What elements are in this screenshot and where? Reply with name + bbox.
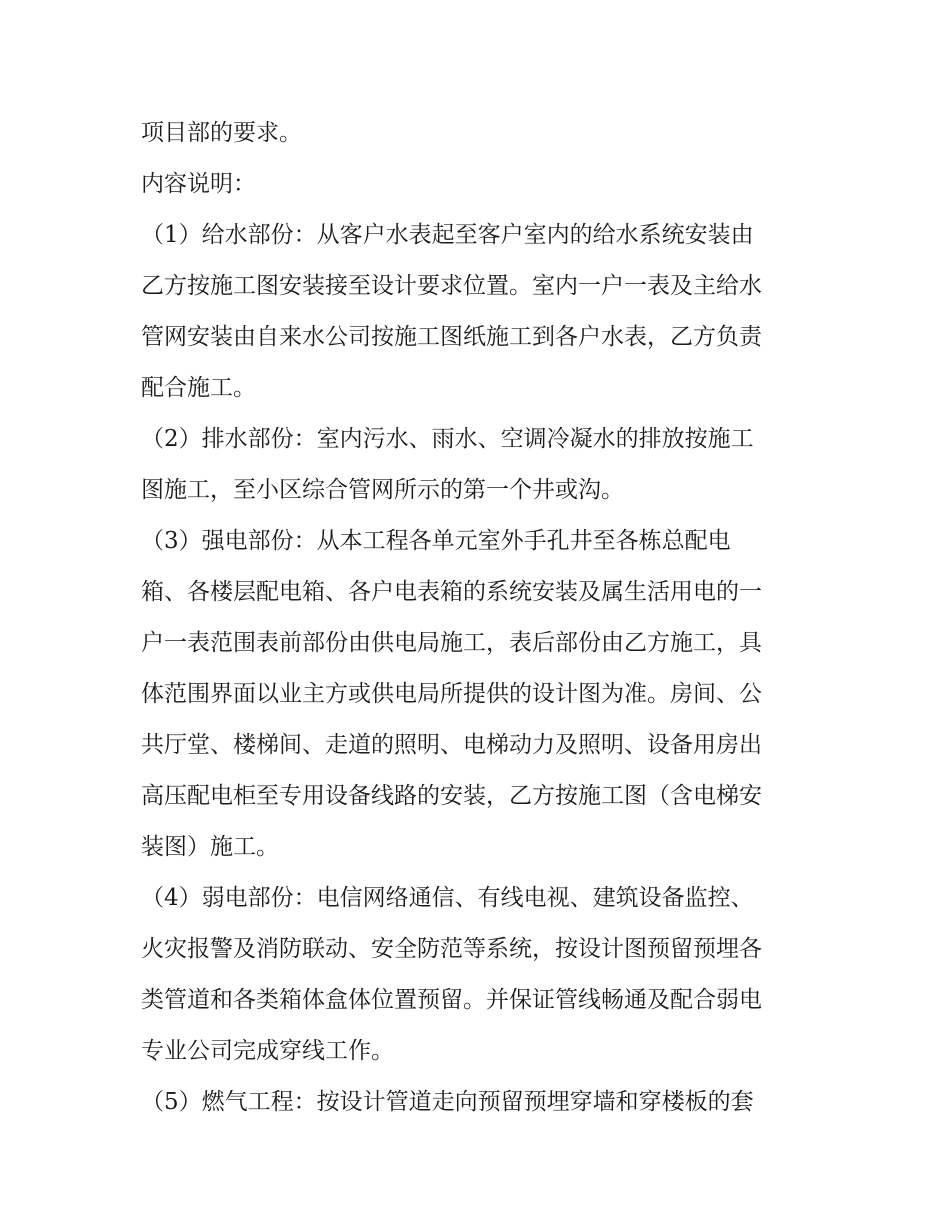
text-line: （2）排水部份：室内污水、雨水、空调冷凝水的排放按施工: [141, 426, 754, 452]
text-line: 装图）施工。: [141, 834, 279, 860]
section-heading: 内容说明：: [141, 171, 256, 197]
text-line: 体范围界面以业主方或供电局所提供的设计图为准。房间、公: [141, 681, 762, 707]
text-line: 高压配电柜至专用设备线路的安装，乙方按施工图（含电梯安: [141, 783, 762, 809]
body-text: [141, 108, 813, 1128]
text-line: （3）强电部份：从本工程各单元室外手孔井至各栋总配电: [141, 528, 731, 554]
text-line: （4）弱电部份：电信网络通信、有线电视、建筑设备监控、: [141, 885, 754, 911]
text-line: 箱、各楼层配电箱、各户电表箱的系统安装及属生活用电的一: [141, 579, 762, 605]
text-line: 乙方按施工图安装接至设计要求位置。室内一户一表及主给水: [141, 273, 762, 299]
text-line: 户一表范围表前部份由供电局施工，表后部份由乙方施工，具: [141, 630, 762, 656]
text-line: 火灾报警及消防联动、安全防范等系统，按设计图预留预埋各: [141, 936, 762, 962]
text-line: 配合施工。: [141, 375, 256, 401]
text-line: 类管道和各类箱体盒体位置预留。并保证管线畅通及配合弱电: [141, 987, 762, 1013]
text-line: 项目部的要求。: [141, 120, 302, 146]
text-line: 管网安装由自来水公司按施工图纸施工到各户水表，乙方负责: [141, 324, 762, 350]
text-line: （5）燃气工程：按设计管道走向预留预埋穿墙和穿楼板的套: [141, 1089, 754, 1115]
text-line: 专业公司完成穿线工作。: [141, 1038, 394, 1064]
text-line: 图施工，至小区综合管网所示的第一个井或沟。: [141, 477, 624, 503]
text-line: 共厅堂、楼梯间、走道的照明、电梯动力及照明、设备用房出: [141, 732, 762, 758]
text-line: （1）给水部份：从客户水表起至客户室内的给水系统安装由: [141, 222, 754, 248]
